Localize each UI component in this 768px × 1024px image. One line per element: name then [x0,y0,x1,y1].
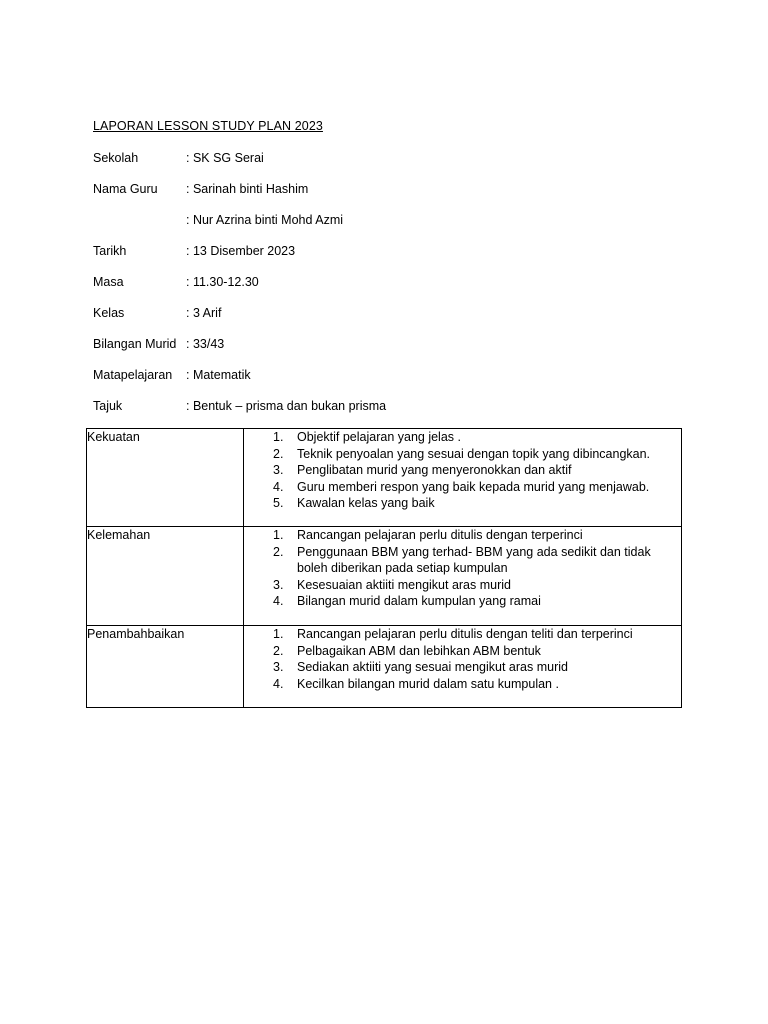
field-label: Tarikh [93,244,127,258]
numbered-list [244,527,681,610]
list-item [244,544,681,577]
item-number: 1. [273,430,284,444]
field-value: : 3 Arif [186,306,222,320]
item-number: 3. [273,577,284,592]
item-text: Sediakan aktiiti yang sesuai mengikut aras murid [297,660,568,674]
numbered-list [244,626,681,692]
list-item [244,643,681,660]
item-number: 2. [273,544,284,559]
item-text: Guru memberi respon yang baik kepada murid yang menjawab. [297,479,650,494]
field-value: : 13 Disember 2023 [186,244,296,258]
row-heading: Kelemahan [87,527,244,626]
table-row-penambahbaikan [87,626,682,708]
row-items-cell [244,429,682,527]
field-label: Bilangan Murid [93,337,177,351]
list-item [244,429,681,446]
item-number: 2. [273,643,284,658]
field-value: : 11.30-12.30 [186,275,259,289]
evaluation-table [86,428,682,708]
field-value: : Bentuk – prisma dan bukan prisma [186,399,387,413]
item-text: Rancangan pelajaran perlu ditulis dengan terperinci [297,528,583,542]
item-number: 4. [273,479,284,494]
item-text: Teknik penyoalan yang sesuai dengan topik yang dibincangkan. [297,446,651,461]
field-label: Masa [93,275,124,289]
field-label: Kelas [93,306,125,320]
item-number: 1. [273,627,284,641]
list-item [244,495,681,512]
item-number: 1. [273,528,284,542]
list-item [244,626,681,643]
list-item [244,479,681,496]
item-text: Kesesuaian aktiiti mengikut aras murid [297,577,511,592]
field-label: Tajuk [93,399,123,413]
field-value: : SK SG Serai [186,151,264,165]
item-number: 2. [273,446,284,461]
list-item [244,593,681,610]
list-item [244,676,681,693]
item-text: Rancangan pelajaran perlu ditulis dengan teliti dan terperinci [297,627,633,641]
field-value: : Nur Azrina binti Mohd Azmi [186,213,344,227]
table-row-kekuatan [87,429,682,527]
field-value: : 33/43 [186,337,225,351]
item-text: Penglibatan murid yang menyeronokkan dan aktif [297,463,572,477]
item-text: Kawalan kelas yang baik [297,496,435,510]
item-text: Kecilkan bilangan murid dalam satu kumpulan . [297,676,559,691]
list-item [244,577,681,594]
item-number: 4. [273,676,284,691]
field-label: Nama Guru [93,182,158,196]
item-text: Pelbagaikan ABM dan lebihkan ABM bentuk [297,643,541,658]
field-label: Matapelajaran [93,368,173,382]
list-item [244,527,681,544]
item-text: Bilangan murid dalam kumpulan yang ramai [297,594,541,608]
row-items-cell [244,626,682,708]
list-item [244,659,681,676]
field-value: : Matematik [186,368,251,382]
item-number: 5. [273,496,284,510]
field-value: : Sarinah binti Hashim [186,182,309,196]
row-heading: Penambahbaikan [87,626,244,708]
item-text: Penggunaan BBM yang terhad- BBM yang ada sedikit dan tidak boleh diberikan pada setiap kumpulan [297,544,651,575]
row-items-cell [244,527,682,626]
item-number: 4. [273,594,284,608]
list-item [244,446,681,463]
item-text: Objektif pelajaran yang jelas . [297,430,461,444]
row-heading: Kekuatan [87,429,244,527]
item-number: 3. [273,463,284,477]
report-title: LAPORAN LESSON STUDY PLAN 2023 [93,119,323,133]
list-item [244,462,681,479]
field-label: Sekolah [93,151,139,165]
table-row-kelemahan [87,527,682,626]
numbered-list [244,429,681,512]
item-number: 3. [273,660,284,674]
